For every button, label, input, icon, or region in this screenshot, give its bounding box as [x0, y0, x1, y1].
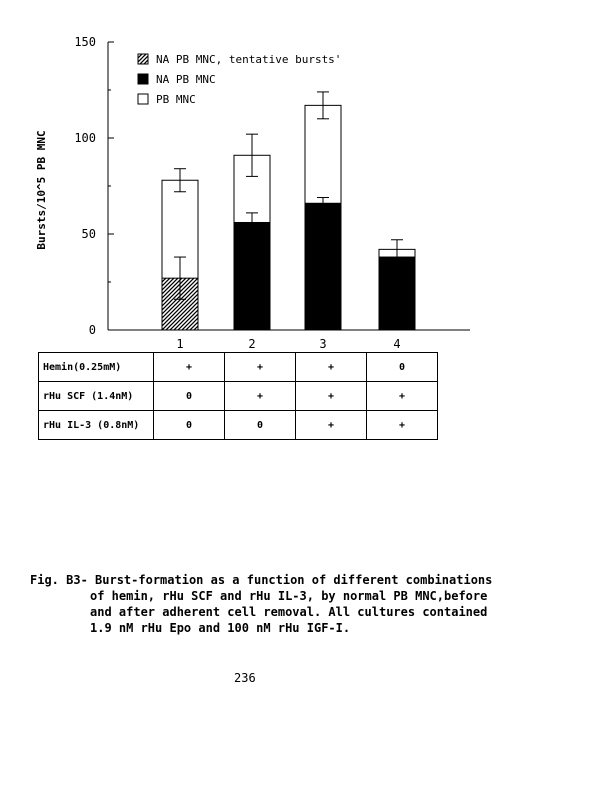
condition-cell: + — [367, 411, 438, 440]
x-tick-label: 2 — [248, 337, 256, 351]
bars-layer — [162, 92, 415, 330]
page-number: 236 — [234, 671, 256, 685]
y-tick-label: 50 — [81, 227, 96, 241]
table-row — [39, 411, 438, 440]
caption-line: of hemin, rHu SCF and rHu IL-3, by normal PB MNC,before — [90, 589, 488, 603]
condition-cell: + — [296, 353, 367, 382]
figure-caption — [30, 572, 590, 636]
legend-swatch — [138, 54, 148, 64]
legend-label: NA PB MNC, tentative bursts' — [156, 53, 342, 66]
y-tick-label: 100 — [74, 131, 96, 145]
legend-swatch — [138, 74, 148, 84]
condition-cell: + — [296, 382, 367, 411]
condition-cell: 0 — [154, 411, 225, 440]
y-tick-label: 150 — [74, 35, 96, 49]
caption-line: 1.9 nM rHu Epo and 100 nM rHu IGF-I. — [90, 621, 351, 635]
table-row — [39, 382, 438, 411]
condition-label: rHu IL-3 (0.8nM) — [39, 411, 154, 440]
condition-label: Hemin(0.25mM) — [39, 353, 154, 382]
condition-cell: 0 — [225, 411, 296, 440]
condition-cell: + — [154, 353, 225, 382]
x-tick-label: 4 — [393, 337, 401, 351]
bar-na-pb-mnc — [305, 203, 341, 330]
condition-cell: 0 — [154, 382, 225, 411]
chart-legend — [138, 53, 341, 106]
bar-na-pb-mnc — [234, 222, 270, 330]
condition-cell: + — [296, 411, 367, 440]
legend-label: PB MNC — [156, 93, 196, 106]
caption-line: Fig. B3- Burst-formation as a function of different combinations — [30, 573, 493, 587]
caption-line: and after adherent cell removal. All cultures contained — [90, 605, 488, 619]
burst-chart — [0, 0, 612, 360]
y-axis-label: Bursts/10^5 PB MNC — [35, 130, 48, 250]
table-row — [39, 353, 438, 382]
x-tick-label: 1 — [176, 337, 184, 351]
y-tick-label: 0 — [88, 323, 96, 337]
condition-cell: + — [225, 382, 296, 411]
condition-cell: 0 — [367, 353, 438, 382]
condition-cell: + — [225, 353, 296, 382]
legend-label: NA PB MNC — [156, 73, 216, 86]
conditions-table — [38, 352, 438, 440]
condition-cell: + — [367, 382, 438, 411]
condition-label: rHu SCF (1.4nM) — [39, 382, 154, 411]
legend-swatch — [138, 94, 148, 104]
x-tick-label: 3 — [319, 337, 327, 351]
